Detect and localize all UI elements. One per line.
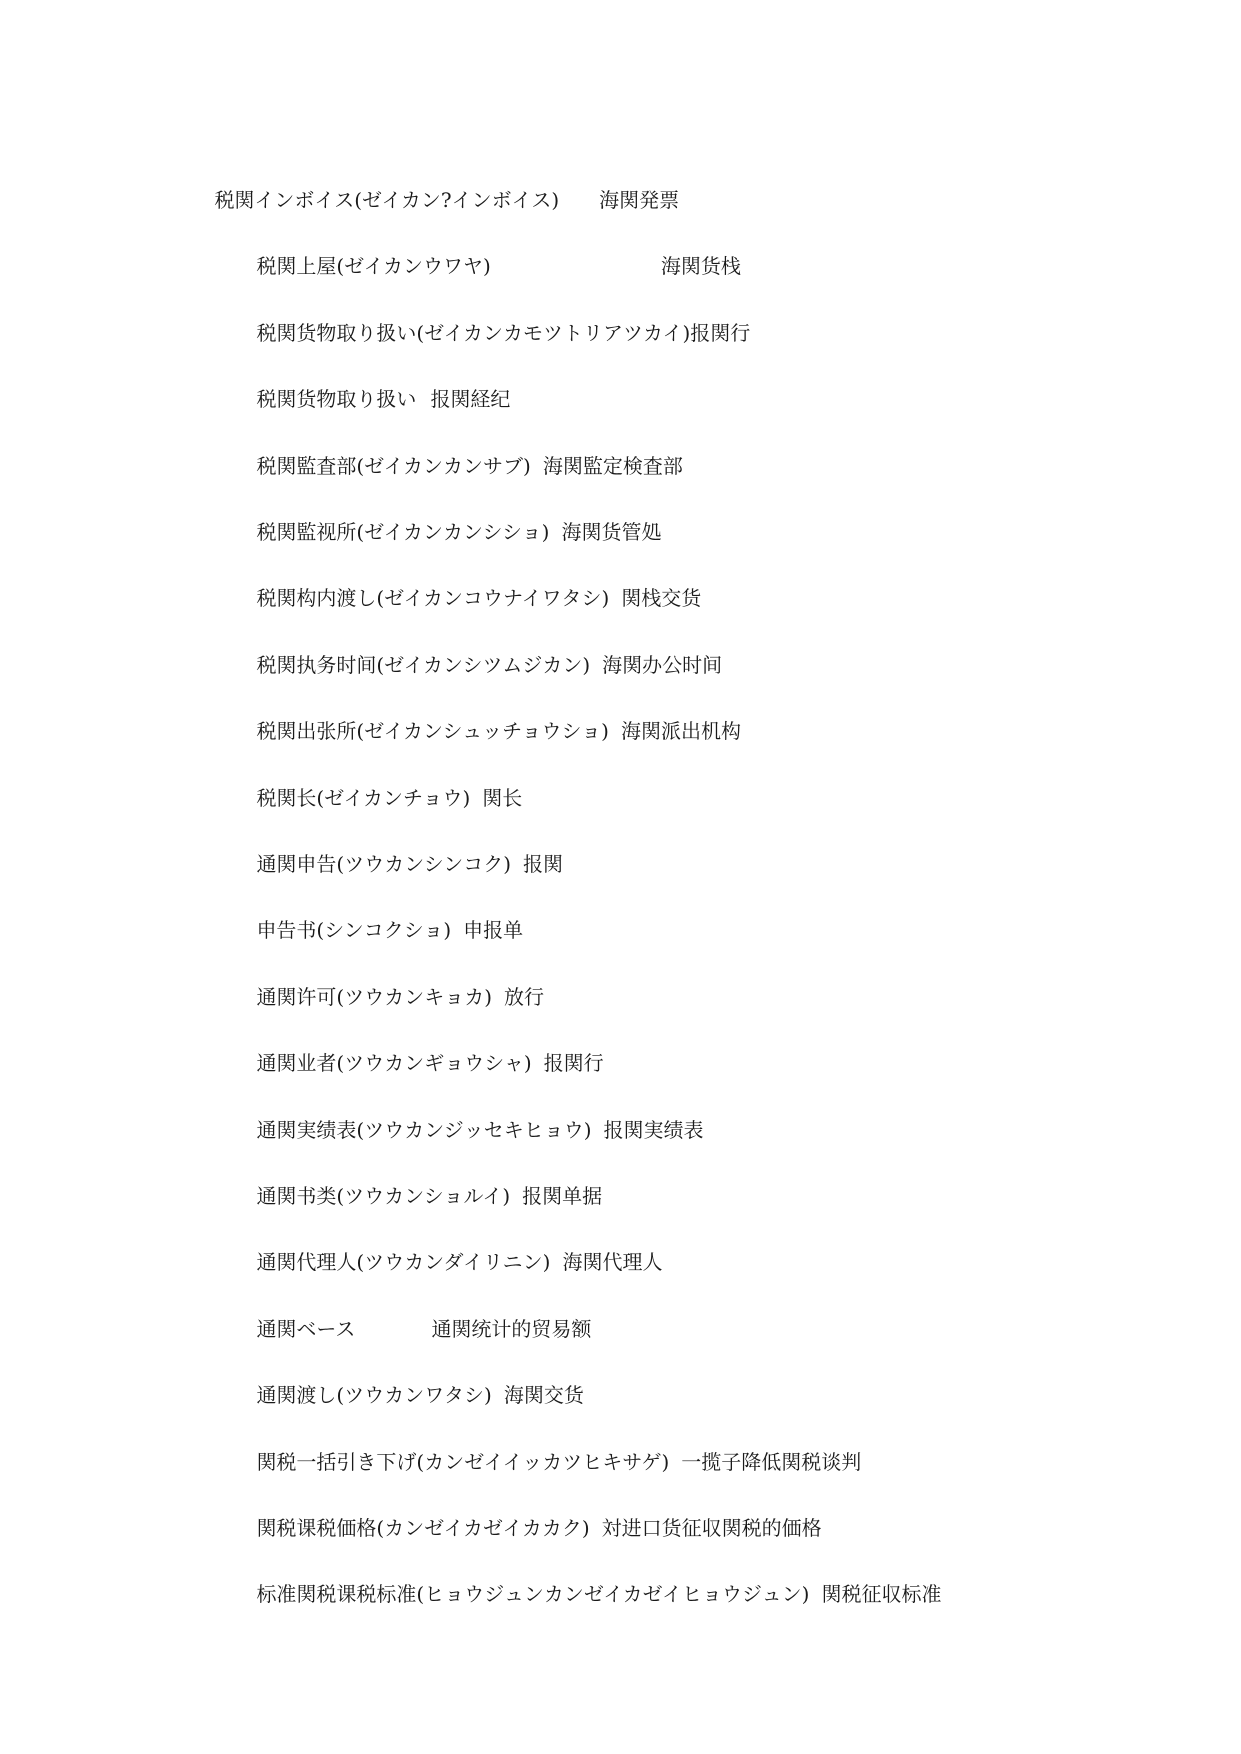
entry-meaning: 海関代理人: [562, 1250, 663, 1274]
entry-meaning: 报関单据: [522, 1184, 603, 1208]
entry-meaning: 関税征収标准: [821, 1582, 942, 1606]
entry-meaning: 报関行: [690, 321, 751, 345]
entry-meaning: 関长: [482, 786, 523, 810]
entry-meaning: 関栈交货: [621, 586, 702, 610]
entry-meaning: 报関: [523, 852, 564, 876]
entry-meaning: 一揽子降低関税谈判: [681, 1450, 862, 1474]
entry-meaning: 报関実绩表: [603, 1118, 704, 1142]
entry-meaning: 报関経纪: [430, 387, 511, 411]
entry-meaning: 海関監定検査部: [542, 454, 683, 478]
entry-term: 税関货物取り扱い(ゼイカンカモツトリアツカイ): [256, 321, 691, 345]
entry-term: 税関货物取り扱い: [256, 387, 417, 411]
entry-term: 通関代理人(ツウカンダイリニン): [256, 1250, 551, 1274]
entry-term: 税関上屋(ゼイカンウワヤ): [256, 254, 491, 278]
entry-term: 通関申告(ツウカンシンコク): [256, 852, 512, 876]
entry-term: 标准関税课税标准(ヒョウジュンカンゼイカゼイヒョウジュン): [256, 1582, 810, 1606]
entry-meaning: 申报单: [463, 918, 524, 942]
entry-meaning: 海関货管処: [561, 520, 662, 544]
entry-term: 関税课税価格(カンゼイカゼイカカク): [256, 1516, 590, 1540]
entry-term: 関税一括引き下げ(カンゼイイッカツヒキサゲ): [256, 1450, 670, 1474]
entry-term: 税関长(ゼイカンチョウ): [256, 786, 471, 810]
entry-line: [231, 1552, 941, 1636]
entry-meaning: 通関统计的贸易额: [431, 1317, 592, 1341]
entry-meaning: 放行: [504, 985, 545, 1009]
entry-term: 税関監査部(ゼイカンカンサブ): [256, 454, 531, 478]
entry-term: 通関実绩表(ツウカンジッセキヒョウ): [256, 1118, 592, 1142]
entry-meaning: 海関派出机构: [620, 719, 741, 743]
entry-term: 通関ベース: [256, 1317, 356, 1341]
entry-term: 税関監视所(ゼイカンカンシショ): [256, 520, 550, 544]
entry-term: 通関许可(ツウカンキョカ): [256, 985, 493, 1009]
entry-meaning: 海関発票: [599, 188, 680, 212]
entry-meaning: 対进口货征収関税的価格: [601, 1516, 822, 1540]
entry-term: 税関执务时间(ゼイカンシツムジカン): [256, 653, 591, 677]
entry-term: 通関渡し(ツウカンワタシ): [256, 1383, 492, 1407]
entry-term: 通関书类(ツウカンショルイ): [256, 1184, 511, 1208]
entry-term: 税関构内渡し(ゼイカンコウナイワタシ): [256, 586, 610, 610]
entry-meaning: 海関货栈: [660, 254, 741, 278]
entry-term: 税関出张所(ゼイカンシュッチョウショ): [256, 719, 609, 743]
entry-term: 申告书(シンコクショ): [256, 918, 452, 942]
entry-meaning: 海関办公时间: [602, 653, 723, 677]
entry-term: 税関インボイス(ゼイカン?インボイス): [214, 188, 560, 212]
entry-meaning: 报関行: [543, 1051, 604, 1075]
entry-term: 通関业者(ツウカンギョウシャ): [256, 1051, 532, 1075]
entry-meaning: 海関交货: [503, 1383, 584, 1407]
